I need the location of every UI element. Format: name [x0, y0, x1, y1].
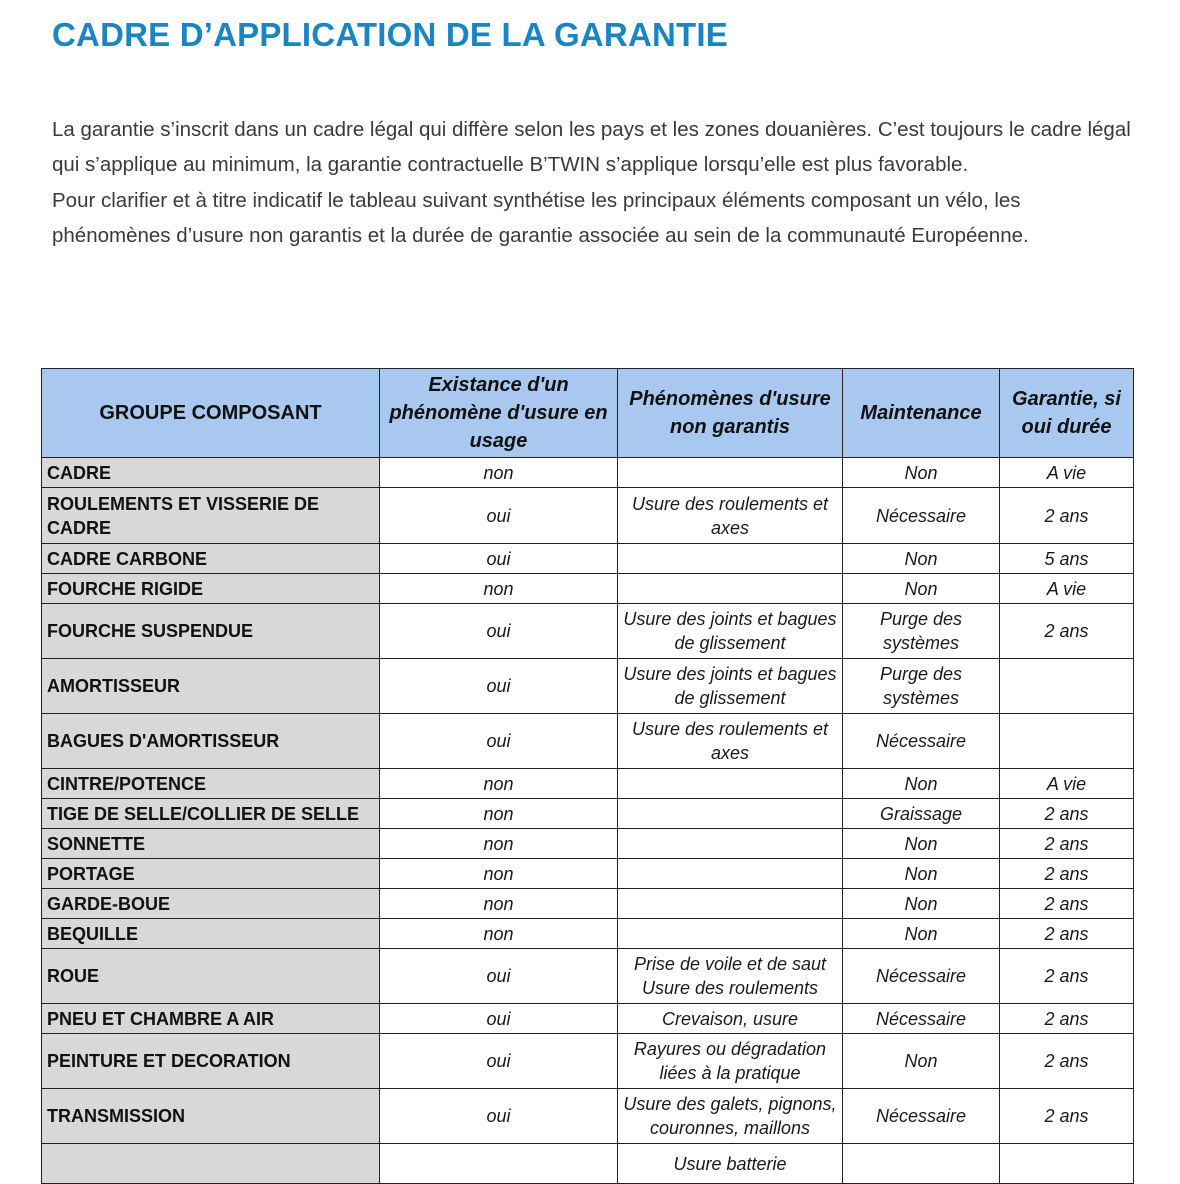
cell-phenomenes [618, 919, 843, 949]
table-row [42, 949, 1134, 1004]
cell-garantie [1000, 714, 1134, 769]
cell-garantie: A vie [1000, 574, 1134, 604]
cell-groupe: GARDE-BOUE [42, 889, 380, 919]
header-phenomenes-usure: Phénomènes d'usure non garantis [618, 369, 843, 458]
intro-text [52, 112, 1132, 254]
cell-garantie: 2 ans [1000, 488, 1134, 544]
cell-usure: oui [380, 488, 618, 544]
cell-garantie: A vie [1000, 769, 1134, 799]
cell-usure: oui [380, 714, 618, 769]
cell-usure: non [380, 829, 618, 859]
cell-usure: oui [380, 1034, 618, 1089]
intro-paragraph-1: La garantie s’inscrit dans un cadre légal qui diffère selon les pays et les zones douanières. C’est toujours le cadre légal qui s’applique au minimum, la garantie contractuelle B’TWIN s’applique lorsqu’elle est plus favorable. [52, 118, 1131, 177]
cell-groupe: SONNETTE [42, 829, 380, 859]
cell-maintenance: Non [843, 1034, 1000, 1089]
cell-garantie: 5 ans [1000, 544, 1134, 574]
cell-phenomenes [618, 859, 843, 889]
cell-maintenance: Non [843, 919, 1000, 949]
cell-usure: non [380, 458, 618, 488]
table-row [42, 769, 1134, 799]
table-row [42, 488, 1134, 544]
cell-phenomenes [618, 544, 843, 574]
cell-groupe: PORTAGE [42, 859, 380, 889]
cell-groupe: PEINTURE ET DECORATION [42, 1034, 380, 1089]
cell-phenomenes: Usure des galets, pignons, couronnes, maillons [618, 1089, 843, 1144]
header-groupe-composant: GROUPE COMPOSANT [42, 369, 380, 458]
table-row [42, 458, 1134, 488]
table-row [42, 1144, 1134, 1184]
cell-maintenance: Purge des systèmes [843, 659, 1000, 714]
cell-usure: oui [380, 659, 618, 714]
cell-usure: oui [380, 1089, 618, 1144]
cell-phenomenes [618, 799, 843, 829]
cell-maintenance: Graissage [843, 799, 1000, 829]
cell-garantie: 2 ans [1000, 799, 1134, 829]
cell-phenomenes: Usure des joints et bagues de glissement [618, 659, 843, 714]
cell-maintenance: Nécessaire [843, 1004, 1000, 1034]
table-row [42, 919, 1134, 949]
cell-maintenance: Non [843, 889, 1000, 919]
cell-groupe: BEQUILLE [42, 919, 380, 949]
cell-maintenance: Purge des systèmes [843, 604, 1000, 659]
cell-maintenance: Nécessaire [843, 714, 1000, 769]
table-row [42, 574, 1134, 604]
table-row [42, 544, 1134, 574]
table-row [42, 604, 1134, 659]
warranty-table [41, 368, 1134, 1184]
table-row [42, 1089, 1134, 1144]
cell-usure: oui [380, 544, 618, 574]
cell-usure [380, 1144, 618, 1184]
cell-groupe: AMORTISSEUR [42, 659, 380, 714]
table-row [42, 889, 1134, 919]
cell-maintenance: Nécessaire [843, 949, 1000, 1004]
header-garantie-duree: Garantie, si oui durée [1000, 369, 1134, 458]
cell-maintenance: Non [843, 859, 1000, 889]
cell-usure: non [380, 574, 618, 604]
table-row [42, 799, 1134, 829]
cell-groupe: FOURCHE SUSPENDUE [42, 604, 380, 659]
cell-phenomenes [618, 574, 843, 604]
cell-garantie: 2 ans [1000, 1004, 1134, 1034]
cell-garantie: 2 ans [1000, 949, 1134, 1004]
cell-phenomenes [618, 889, 843, 919]
cell-phenomenes [618, 769, 843, 799]
cell-maintenance: Non [843, 458, 1000, 488]
cell-phenomenes: Crevaison, usure [618, 1004, 843, 1034]
cell-maintenance: Non [843, 544, 1000, 574]
cell-groupe: PNEU ET CHAMBRE A AIR [42, 1004, 380, 1034]
cell-groupe: CADRE [42, 458, 380, 488]
cell-phenomenes: Prise de voile et de saut Usure des roulements [618, 949, 843, 1004]
cell-groupe: FOURCHE RIGIDE [42, 574, 380, 604]
cell-phenomenes [618, 458, 843, 488]
cell-phenomenes: Rayures ou dégradation liées à la pratique [618, 1034, 843, 1089]
cell-maintenance [843, 1144, 1000, 1184]
cell-groupe: BAGUES D'AMORTISSEUR [42, 714, 380, 769]
cell-groupe: TIGE DE SELLE/COLLIER DE SELLE [42, 799, 380, 829]
cell-garantie: 2 ans [1000, 859, 1134, 889]
cell-usure: oui [380, 949, 618, 1004]
cell-groupe: ROUE [42, 949, 380, 1004]
cell-garantie [1000, 659, 1134, 714]
cell-groupe: CADRE CARBONE [42, 544, 380, 574]
table-row [42, 829, 1134, 859]
cell-maintenance: Non [843, 769, 1000, 799]
cell-phenomenes: Usure des joints et bagues de glissement [618, 604, 843, 659]
cell-groupe: CINTRE/POTENCE [42, 769, 380, 799]
cell-phenomenes [618, 829, 843, 859]
header-existance-usure: Existance d'un phénomène d'usure en usage [380, 369, 618, 458]
cell-garantie [1000, 1144, 1134, 1184]
table-row [42, 1034, 1134, 1089]
cell-usure: oui [380, 604, 618, 659]
cell-maintenance: Non [843, 574, 1000, 604]
cell-phenomenes: Usure des roulements et axes [618, 488, 843, 544]
cell-maintenance: Nécessaire [843, 488, 1000, 544]
cell-garantie: 2 ans [1000, 919, 1134, 949]
cell-groupe: ROULEMENTS ET VISSERIE DE CADRE [42, 488, 380, 544]
cell-garantie: 2 ans [1000, 1089, 1134, 1144]
cell-groupe: TRANSMISSION [42, 1089, 380, 1144]
cell-usure: non [380, 799, 618, 829]
cell-usure: non [380, 919, 618, 949]
cell-maintenance: Nécessaire [843, 1089, 1000, 1144]
table-row [42, 714, 1134, 769]
intro-paragraph-2: Pour clarifier et à titre indicatif le tableau suivant synthétise les principaux éléments composant un vélo, les phénomènes d’usure non garantis et la durée de garantie associée au sein de la communauté Européenne. [52, 188, 1029, 248]
cell-phenomenes: Usure des roulements et axes [618, 714, 843, 769]
table-body [42, 458, 1134, 1184]
table-row [42, 1004, 1134, 1034]
cell-garantie: 2 ans [1000, 1034, 1134, 1089]
header-maintenance: Maintenance [843, 369, 1000, 458]
cell-garantie: 2 ans [1000, 604, 1134, 659]
cell-usure: non [380, 859, 618, 889]
cell-garantie: 2 ans [1000, 889, 1134, 919]
table-row [42, 859, 1134, 889]
cell-usure: non [380, 769, 618, 799]
cell-garantie: A vie [1000, 458, 1134, 488]
page-title: CADRE D’APPLICATION DE LA GARANTIE [52, 16, 728, 53]
table-row [42, 659, 1134, 714]
table-header-row [42, 369, 1134, 458]
cell-maintenance: Non [843, 829, 1000, 859]
cell-usure: non [380, 889, 618, 919]
cell-groupe [42, 1144, 380, 1184]
cell-garantie: 2 ans [1000, 829, 1134, 859]
cell-phenomenes: Usure batterie [618, 1144, 843, 1184]
cell-usure: oui [380, 1004, 618, 1034]
